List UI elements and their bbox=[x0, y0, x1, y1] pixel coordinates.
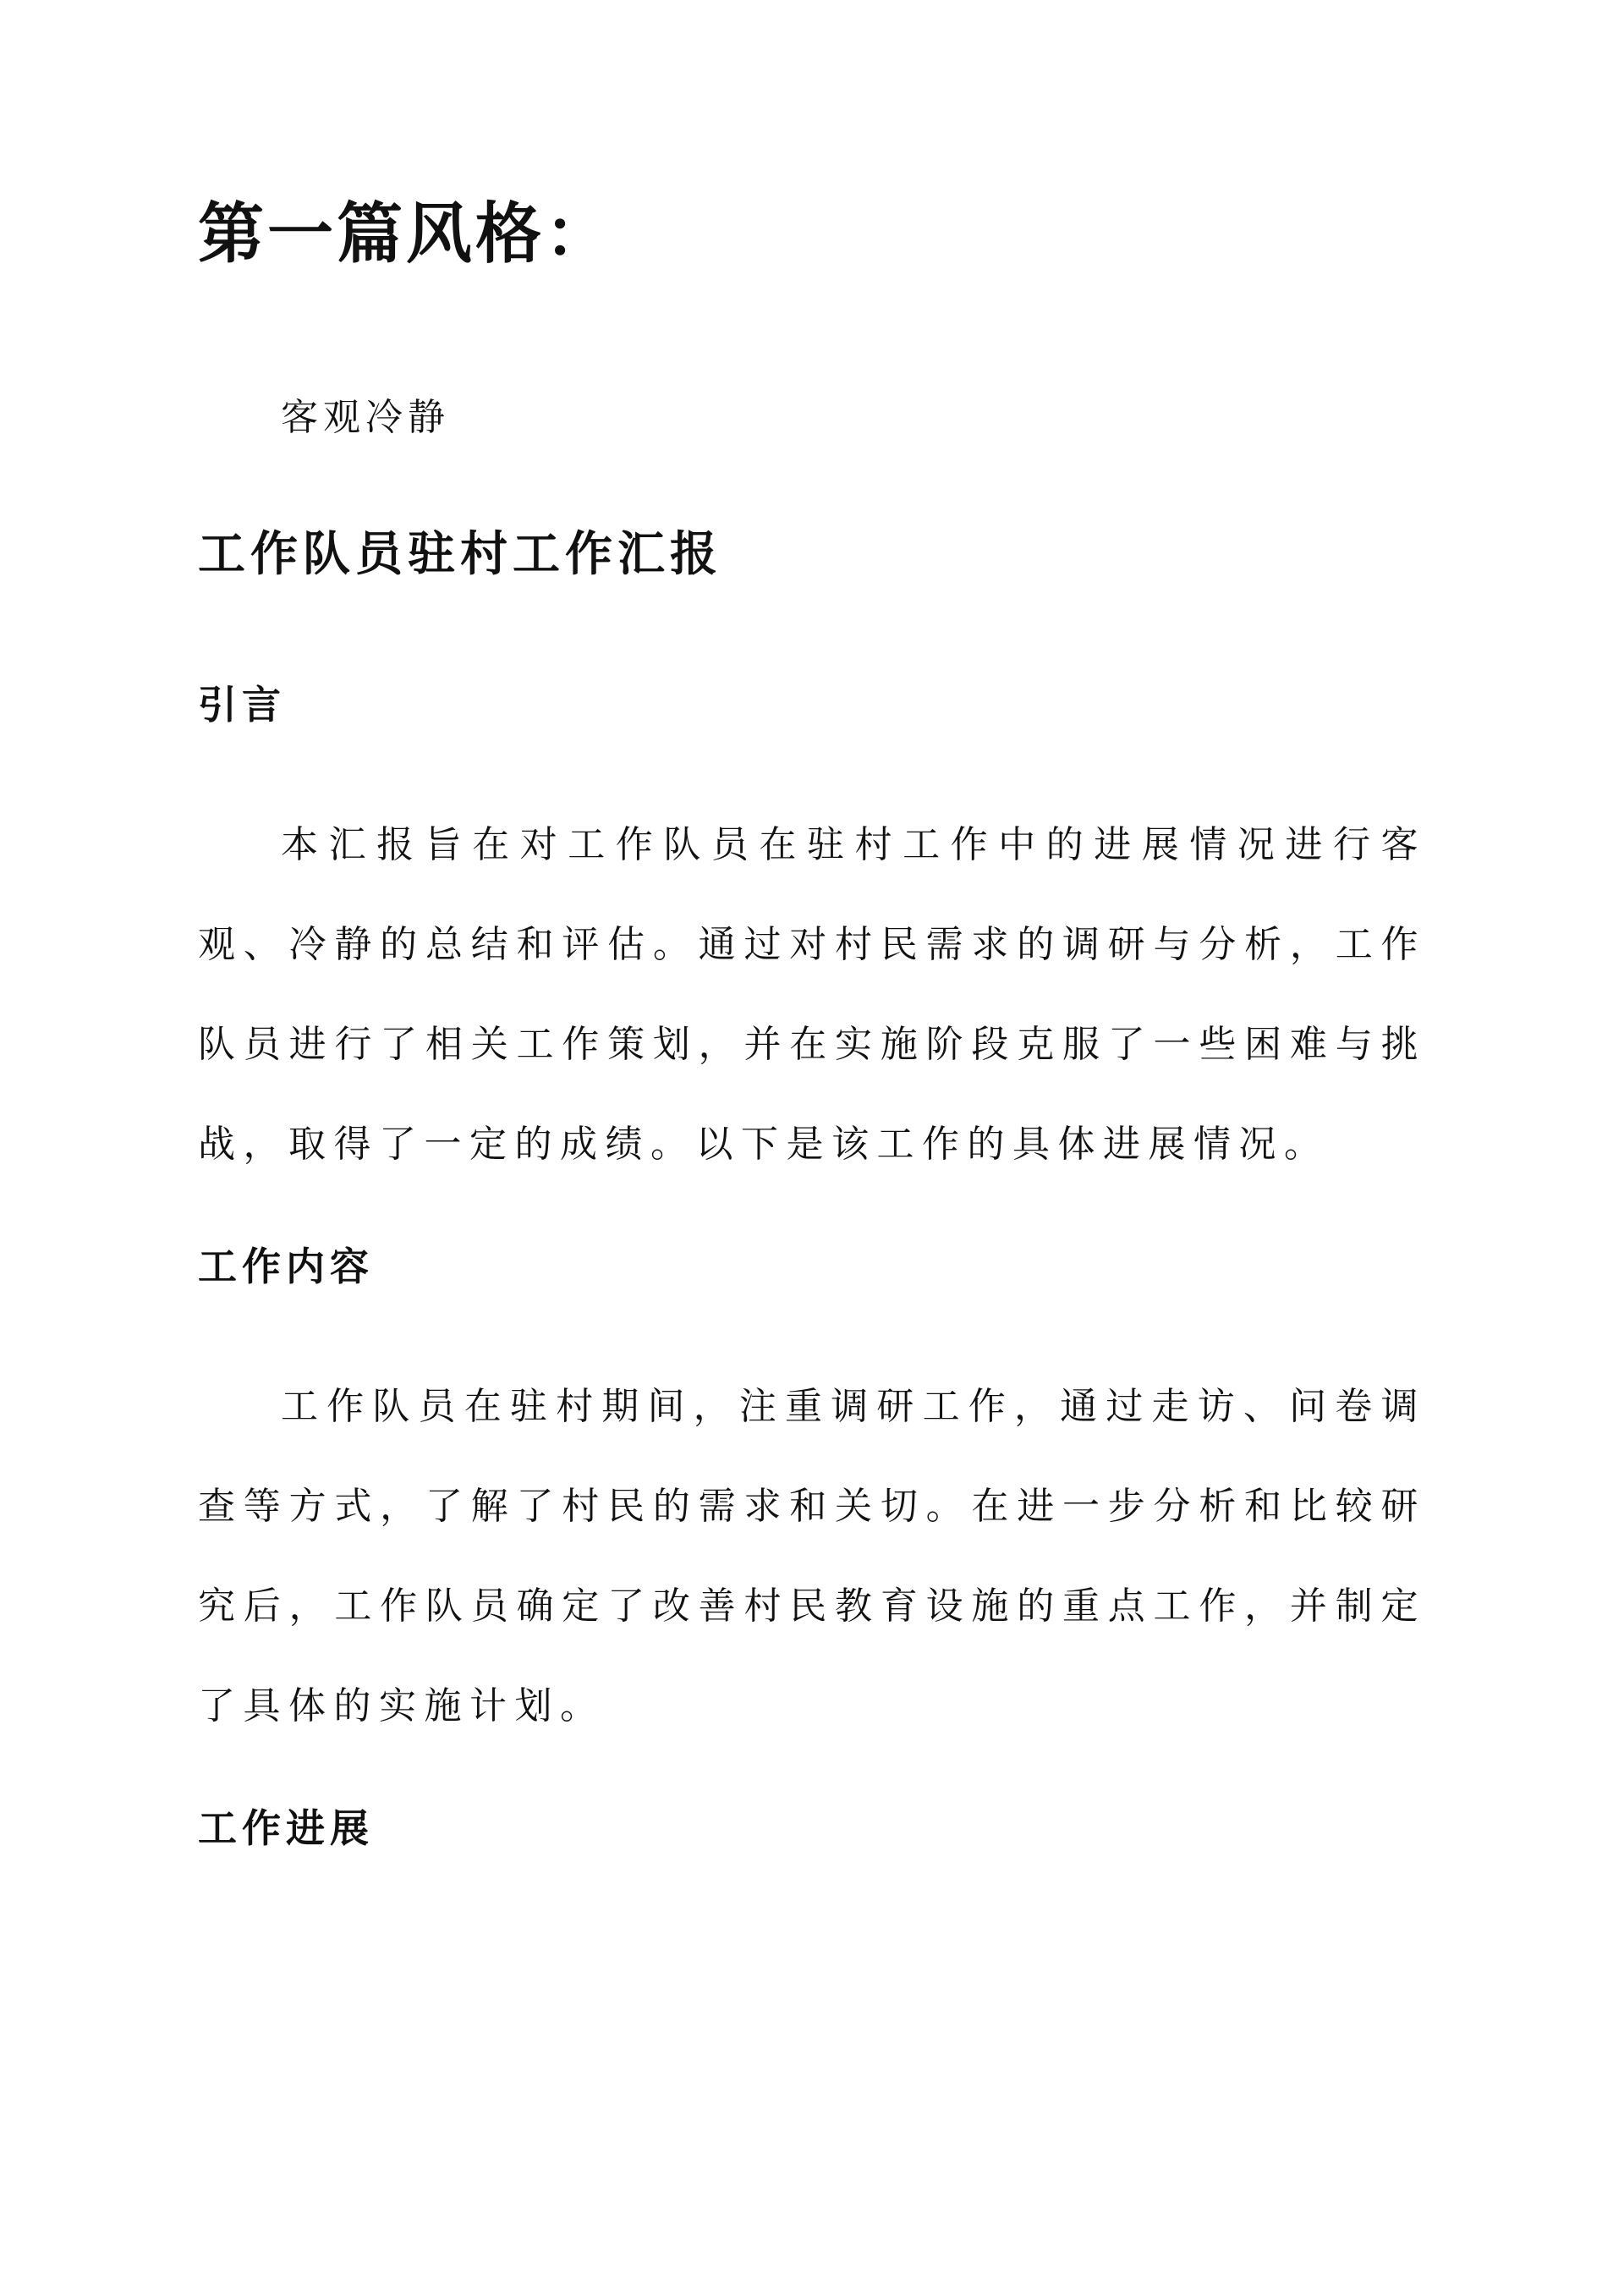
section-heading-work-progress: 工作进展 bbox=[198, 1805, 374, 1851]
section-heading-work-content: 工作内容 bbox=[198, 1244, 374, 1289]
report-title: 工作队员驻村工作汇报 bbox=[198, 526, 722, 582]
paragraph-work-content: 工作队员在驻村期间，注重调研工作，通过走访、问卷调查等方式，了解了村民的需求和关切。在进一步分析和比较研究后，工作队员确定了改善村民教育设施的重点工作，并制定了具体的实施计划。 bbox=[198, 1385, 1426, 1727]
paragraph-introduction: 本汇报旨在对工作队员在驻村工作中的进展情况进行客观、冷静的总结和评估。通过对村民需求的调研与分析，工作队员进行了相关工作策划，并在实施阶段克服了一些困难与挑战，取得了一定的成绩。以下是该工作的具体进展情况。 bbox=[198, 823, 1426, 1166]
page-title: 第一篇风格： bbox=[198, 195, 615, 272]
style-note: 客观冷静 bbox=[281, 396, 450, 439]
section-heading-introduction: 引言 bbox=[198, 682, 286, 728]
